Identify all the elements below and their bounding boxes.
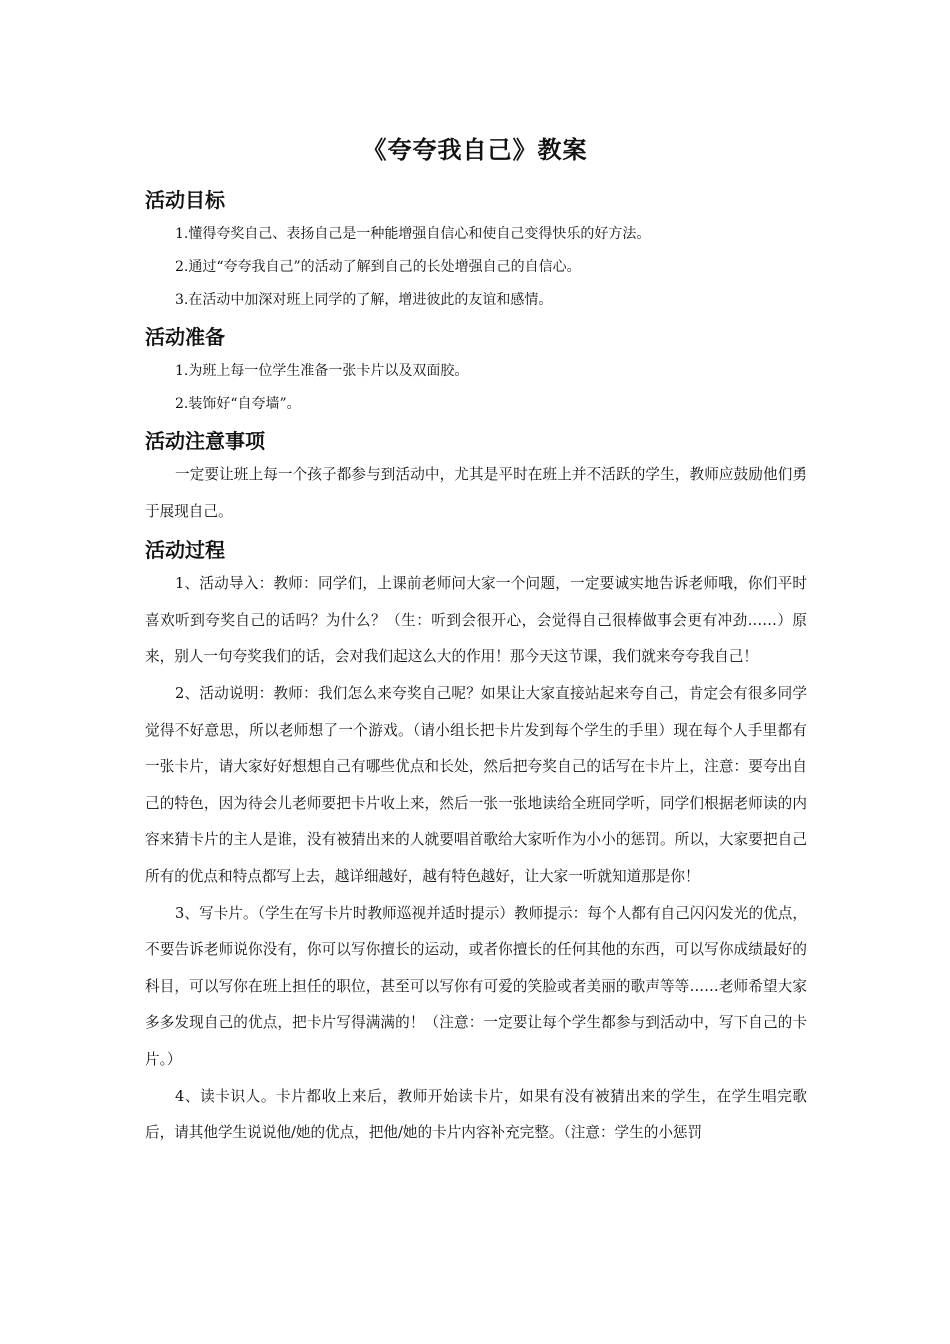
section-heading-prep: 活动准备 [145,325,225,349]
section-heading-goals: 活动目标 [145,188,225,212]
goal-item: 1.懂得夸奖自己、表扬自己是一种能增强自信心和使自己变得快乐的好方法。 [175,226,651,242]
goal-item: 2.通过“夸夸我自己”的活动了解到自己的长处增强自己的自信心。 [175,259,581,275]
section-prep [145,317,807,421]
section-notes [145,421,807,530]
process-paragraph: 3、写卡片。（学生在写卡片时教师巡视并适时提示）教师提示：每个人都有自己闪闪发光的优点，不要告诉老师说你没有，你可以写你擅长的运动，或者你擅长的任何其他的东西，可以写你成绩最好的科目，可以写你在班上担任的职位，甚至可以写你有可爱的笑脸或者美丽的歌声等等……老师希望大家多多发现自己的优点，把卡片写得满满的！（注意：一定要让每个学生都参与到活动中，写下自己的卡片。） [145,904,807,1068]
prep-item: 2.装饰好“自夸墙”。 [175,396,301,412]
document-title: 《夸夸我自己》教案 [362,136,588,164]
section-goals [145,180,807,317]
prep-item: 1.为班上每一位学生准备一张卡片以及双面胶。 [175,363,469,379]
goal-item: 3.在活动中加深对班上同学的了解，增进彼此的友谊和感情。 [175,292,553,308]
section-heading-notes: 活动注意事项 [145,429,265,453]
process-paragraph: 2、活动说明：教师：我们怎么来夸奖自己呢？如果让大家直接站起来夸自己，肯定会有很多同学觉得不好意思，所以老师想了一个游戏。（请小组长把卡片发到每个学生的手里）现在每个人手里都有一张卡片，请大家好好想想自己有哪些优点和长处，然后把夸奖自己的话写在卡片上，注意：要夸出自己的特色，因为待会儿老师要把卡片收上来，然后一张一张地读给全班同学听，同学们根据老师读的内容来猜卡片的主人是谁，没有被猜出来的人就要唱首歌给大家听作为小小的惩罚。所以，大家要把自己所有的优点和特点都写上去，越详细越好，越有特色越好，让大家一听就知道那是你！ [145,684,807,885]
process-paragraph: 4、读卡识人。卡片都收上来后，教师开始读卡片，如果有没有被猜出来的学生，在学生唱完歌后，请其他学生说说他/她的优点，把他/她的卡片内容补充完整。（注意：学生的小惩罚 [145,1087,807,1142]
process-paragraph: 1、活动导入：教师：同学们，上课前老师问大家一个问题，一定要诚实地告诉老师哦，你们平时喜欢听到夸奖自己的话吗？为什么？（生：听到会很开心，会觉得自己很棒做事会更有冲劲……）原来，别人一句夸奖我们的话，会对我们起这么大的作用！那今天这节课，我们就来夸夸我自己！ [145,575,807,666]
section-process [145,530,807,1152]
section-heading-process: 活动过程 [145,538,225,563]
notes-paragraph: 一定要让班上每一个孩子都参与到活动中，尤其是平时在班上并不活跃的学生，教师应鼓励他们勇于展现自己。 [145,466,807,520]
document-body [145,180,807,1152]
